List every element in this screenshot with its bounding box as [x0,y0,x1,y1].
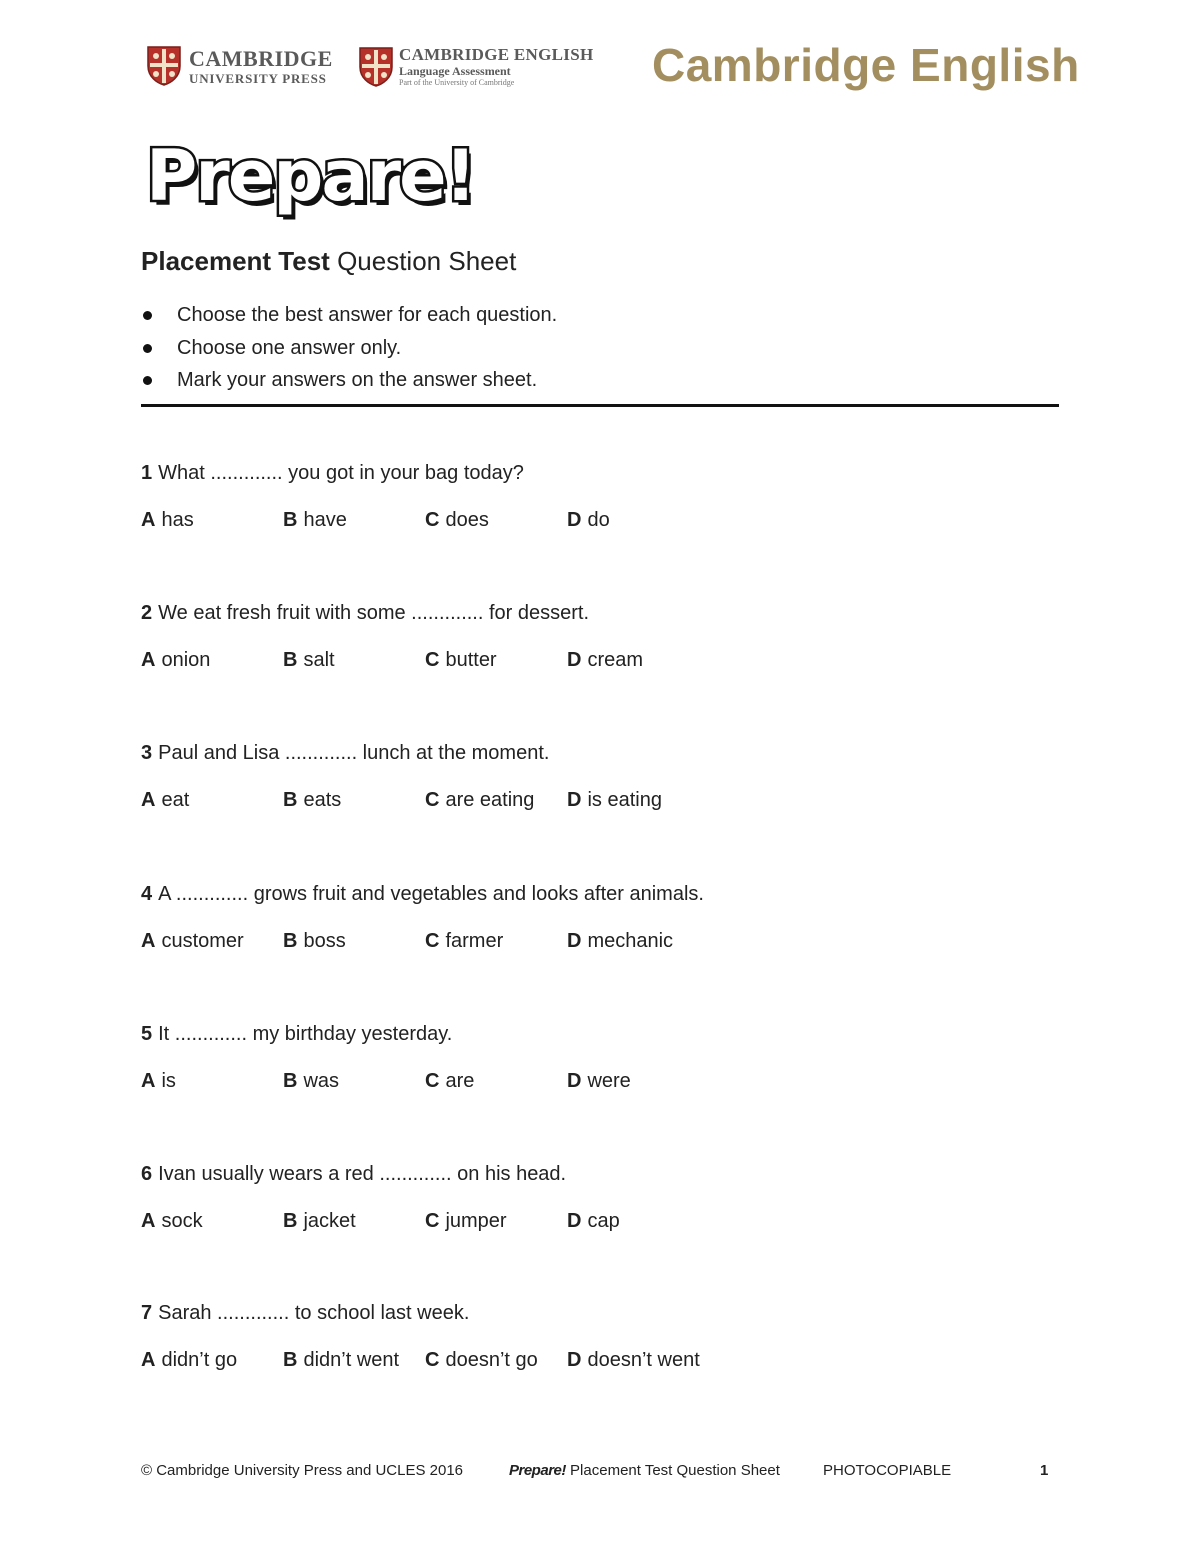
divider-rule [141,404,1059,407]
option-letter: B [283,649,298,671]
cela-logo-line3: Part of the University of Cambridge [399,78,515,87]
option-text: have [303,509,347,531]
option-letter: A [141,509,156,531]
option-text: does [445,509,489,531]
instruction-item: Choose the best answer for each question. [141,299,1041,332]
option-text: boss [303,930,346,952]
option-d [567,645,709,675]
question-number: 6 [141,1163,153,1185]
question-2 [141,598,1061,675]
option-text: eats [303,789,342,811]
option-c [425,505,567,535]
option-c [425,785,567,815]
footer-doc-title [509,1462,780,1479]
option-letter: D [567,509,582,531]
option-b [283,505,425,535]
option-text: are eating [445,789,535,811]
instructions-list [141,299,1041,397]
option-d [567,1345,709,1375]
option-text: sock [161,1210,203,1232]
option-letter: B [283,930,298,952]
option-letter: A [141,789,156,811]
answer-options [141,785,1061,815]
option-b [283,785,425,815]
option-letter: C [425,649,440,671]
option-letter: C [425,1210,440,1232]
option-b [283,645,425,675]
option-text: cap [587,1210,620,1232]
cela-logo-line2: Language Assessment [399,64,511,78]
option-letter: B [283,509,298,531]
option-a [141,1066,283,1096]
option-a [141,1206,283,1236]
option-text: has [161,509,194,531]
question-number: 5 [141,1023,153,1045]
instruction-item: Choose one answer only. [141,332,1041,365]
option-d [567,1066,709,1096]
option-a [141,505,283,535]
answer-options [141,1066,1061,1096]
option-b [283,1066,425,1096]
cambridge-shield-icon [147,46,181,86]
question-3 [141,738,1061,815]
question-stem [141,1298,1061,1328]
question-7 [141,1298,1061,1375]
option-text: salt [303,649,335,671]
option-text: eat [161,789,190,811]
question-number: 4 [141,883,153,905]
answer-options [141,505,1061,535]
option-letter: A [141,1070,156,1092]
option-text: doesn’t went [587,1349,700,1371]
option-a [141,926,283,956]
option-letter: B [283,1210,298,1232]
option-text: butter [445,649,497,671]
option-text: doesn’t go [445,1349,538,1371]
option-text: onion [161,649,211,671]
option-letter: C [425,930,440,952]
option-a [141,1345,283,1375]
sheet-title-rest: Question Sheet [337,246,517,276]
sheet-title-bold: Placement Test [141,246,330,276]
option-a [141,785,283,815]
option-d [567,785,709,815]
cambridge-english-brand: Cambridge English [652,39,1080,91]
option-text: is eating [587,789,662,811]
option-letter: B [283,1349,298,1371]
option-b [283,1345,425,1375]
option-text: do [587,509,610,531]
option-letter: A [141,1349,156,1371]
option-letter: A [141,1210,156,1232]
question-text: What ............. you got in your bag today? [158,462,524,484]
cup-logo-line1: CAMBRIDGE [189,45,333,71]
question-text: We eat fresh fruit with some ............. for dessert. [158,602,590,624]
option-c [425,1345,567,1375]
question-text: Ivan usually wears a red ............. on his head. [158,1163,567,1185]
option-letter: D [567,1210,582,1232]
sheet-title [141,246,516,277]
answer-options [141,926,1061,956]
option-text: were [587,1070,631,1092]
question-stem [141,879,1061,909]
option-text: mechanic [587,930,674,952]
option-letter: D [567,649,582,671]
option-text: didn’t go [161,1349,238,1371]
option-letter: A [141,930,156,952]
question-text: A ............. grows fruit and vegetables and looks after animals. [158,883,704,905]
option-letter: D [567,1070,582,1092]
footer-photocopiable: PHOTOCOPIABLE [823,1462,952,1479]
option-letter: D [567,930,582,952]
footer-doc-title-text: Placement Test Question Sheet [570,1462,780,1479]
question-stem [141,1159,1061,1189]
question-text: It ............. my birthday yesterday. [158,1023,453,1045]
question-stem [141,458,1061,488]
option-letter: C [425,509,440,531]
cup-logo-line2: UNIVERSITY PRESS [189,70,327,86]
option-text: didn’t went [303,1349,400,1371]
option-letter: D [567,789,582,811]
option-letter: B [283,789,298,811]
option-letter: C [425,1349,440,1371]
question-number: 7 [141,1302,153,1324]
instruction-item: Mark your answers on the answer sheet. [141,364,1041,397]
option-letter: A [141,649,156,671]
option-c [425,645,567,675]
question-5 [141,1019,1061,1096]
page-number: 1 [1040,1462,1049,1479]
option-letter: B [283,1070,298,1092]
cambridge-english-language-assessment-logo [359,46,594,87]
question-number: 1 [141,462,153,484]
option-text: cream [587,649,644,671]
option-d [567,505,709,535]
answer-options [141,1345,1061,1375]
option-d [567,926,709,956]
question-stem [141,1019,1061,1049]
option-text: customer [161,930,244,952]
option-d [567,1206,709,1236]
option-c [425,926,567,956]
option-text: is [161,1070,176,1092]
prepare-title-logo: Prepare! [146,135,475,217]
question-number: 2 [141,602,153,624]
question-6 [141,1159,1061,1236]
option-text: was [303,1070,340,1092]
cambridge-university-press-logo [147,46,333,86]
answer-options [141,645,1061,675]
cambridge-shield-icon [359,47,393,87]
question-text: Paul and Lisa ............. lunch at the moment. [158,742,550,764]
question-stem [141,738,1061,768]
cela-logo-line1: CAMBRIDGE ENGLISH [399,45,594,64]
option-a [141,645,283,675]
option-text: jumper [445,1210,507,1232]
question-stem [141,598,1061,628]
option-b [283,926,425,956]
option-c [425,1206,567,1236]
option-c [425,1066,567,1096]
question-1 [141,458,1061,535]
option-text: farmer [445,930,504,952]
footer-prepare-logo: Prepare! [509,1462,566,1479]
option-letter: C [425,789,440,811]
option-b [283,1206,425,1236]
answer-options [141,1206,1061,1236]
question-number: 3 [141,742,153,764]
option-letter: D [567,1349,582,1371]
option-letter: C [425,1070,440,1092]
question-text: Sarah ............. to school last week. [158,1302,470,1324]
footer-copyright: © Cambridge University Press and UCLES 2016 [141,1462,464,1479]
option-text: jacket [303,1210,356,1232]
question-4 [141,879,1061,956]
option-text: are [445,1070,475,1092]
